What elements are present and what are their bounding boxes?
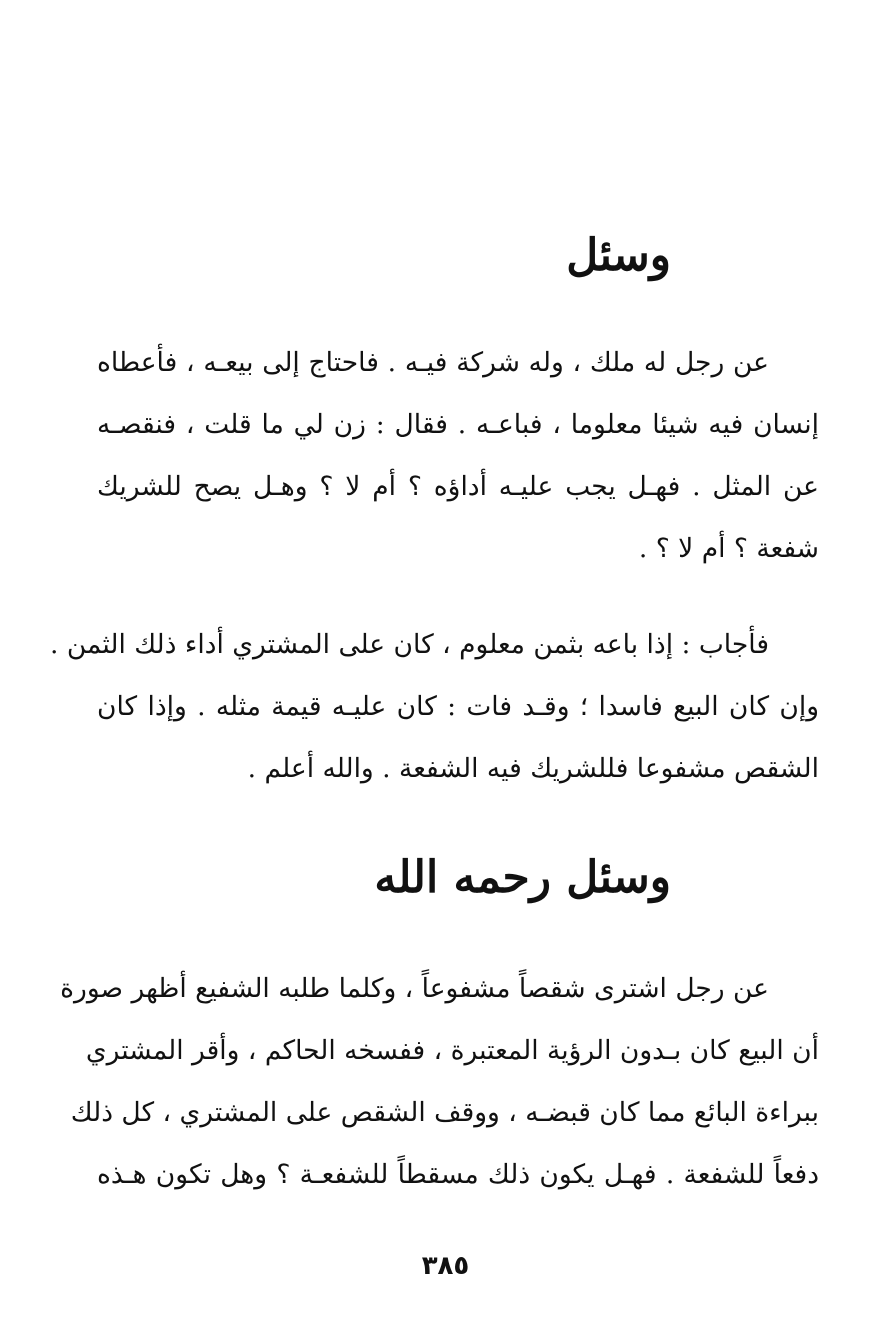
text-line: إنسان فيه شيئا معلوما ، فباعـه . فقال : زن لي ما قلت ، فنقصـه [97, 409, 819, 440]
text-line: أن البيع كان بـدون الرؤية المعتبرة ، ففسخه الحاكم ، وأقر المشتري [85, 1035, 819, 1066]
text-line: الشقص مشفوعا فللشريك فيه الشفعة . والله أعلم . [247, 753, 819, 784]
answer-paragraph-1 [50, 614, 819, 800]
section-heading-1: وسئل [566, 230, 671, 281]
text-line: شفعة ؟ أم لا ؟ . [638, 533, 819, 564]
text-line: عن رجل اشترى شقصاً مشفوعاً ، وكلما طلبه الشفيع أظهر صورة [60, 973, 769, 1004]
text-line: فأجاب : إذا باعه بثمن معلوم ، كان على المشتري أداء ذلك الثمن . [50, 629, 769, 660]
text-line: ببراءة البائع مما كان قبضـه ، ووقف الشقص على المشتري ، كل ذلك [70, 1097, 819, 1128]
question-paragraph-2 [60, 958, 819, 1206]
page-number: ٣٨٥ [421, 1251, 470, 1281]
section-heading-2: وسئل رحمه الله [374, 852, 671, 903]
question-paragraph-1 [97, 332, 819, 580]
text-line: عن المثل . فهـل يجب عليـه أداؤه ؟ أم لا ؟ وهـل يصح للشريك [97, 471, 819, 502]
text-line: وإن كان البيع فاسدا ؛ وقـد فات : كان عليـه قيمة مثله . وإذا كان [97, 691, 819, 722]
text-line: عن رجل له ملك ، وله شركة فيـه . فاحتاج إلى بيعـه ، فأعطاه [97, 347, 769, 378]
text-line: دفعاً للشفعة . فهـل يكون ذلك مسقطاً للشفعـة ؟ وهل تكون هـذه [97, 1159, 819, 1190]
